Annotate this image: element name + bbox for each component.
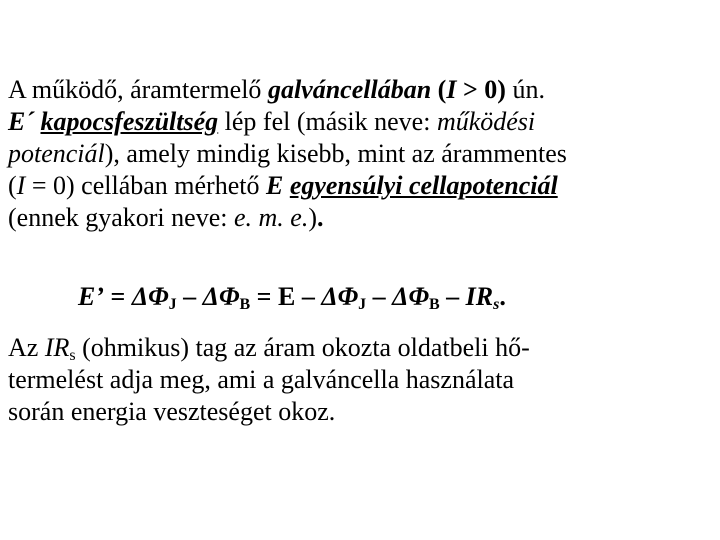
formula-symbol: IR bbox=[465, 282, 494, 311]
text-run: ( bbox=[8, 171, 17, 200]
symbol-current: I bbox=[446, 75, 457, 104]
formula-subscript: B bbox=[239, 296, 251, 313]
formula-symbol: ΔΦ bbox=[131, 282, 169, 311]
symbol-subscript: s bbox=[69, 347, 76, 364]
term-galvanic-cell: galváncellában bbox=[267, 75, 432, 104]
text-run: A működő, áramtermelő bbox=[8, 75, 268, 104]
formula-operator: – bbox=[176, 282, 203, 311]
voltage-formula bbox=[78, 281, 506, 313]
formula-symbol: ΔΦ bbox=[392, 282, 429, 311]
formula-operator: = bbox=[104, 282, 132, 311]
text-line bbox=[8, 170, 567, 202]
paragraph-cell-voltage bbox=[8, 74, 567, 234]
term-equilibrium-potential: egyensúlyi cellapotenciál bbox=[289, 171, 558, 200]
text-run: Az bbox=[8, 333, 45, 362]
formula-operator: = E – bbox=[250, 282, 322, 311]
text-line bbox=[8, 332, 530, 364]
text-run: ( bbox=[431, 75, 447, 104]
text-line bbox=[8, 106, 567, 138]
paragraph-ohmic-term bbox=[8, 332, 530, 428]
text-run: ún. bbox=[505, 75, 545, 104]
text-run: ) bbox=[308, 203, 317, 232]
formula-subscript: B bbox=[428, 296, 440, 313]
formula-operator: – bbox=[366, 282, 393, 311]
text-line: során energia veszteséget okoz. bbox=[8, 397, 336, 426]
symbol-equilibrium-potential: E bbox=[265, 171, 284, 200]
formula-subscript: J bbox=[168, 296, 177, 313]
formula-operator: . bbox=[499, 282, 506, 311]
term-emf: e. m. e. bbox=[233, 203, 309, 232]
text-run: . bbox=[317, 203, 324, 232]
text-line bbox=[8, 74, 567, 106]
text-run: (ennek gyakori neve: bbox=[8, 203, 234, 232]
formula-subscript: s bbox=[493, 296, 500, 313]
text-line bbox=[8, 138, 567, 170]
term-potential: potenciál bbox=[8, 139, 105, 168]
symbol-ohmic-drop: IR bbox=[44, 333, 70, 362]
text-run: ), amely mindig kisebb, mint az árammentes bbox=[104, 139, 567, 168]
formula-subscript: J bbox=[358, 296, 367, 313]
formula-symbol: ΔΦ bbox=[202, 282, 240, 311]
text-line bbox=[8, 202, 567, 234]
formula-operator: – bbox=[439, 282, 466, 311]
formula-symbol: E’ bbox=[78, 282, 104, 311]
text-line: termelést adja meg, ami a galváncella használata bbox=[8, 365, 515, 394]
formula-symbol: ΔΦ bbox=[321, 282, 359, 311]
symbol-current: I bbox=[16, 171, 26, 200]
symbol-terminal-voltage: E´ bbox=[8, 107, 34, 136]
text-run: > 0) bbox=[456, 75, 506, 104]
text-run: lép fel (másik neve: bbox=[218, 107, 437, 136]
term-terminal-voltage: kapocsfeszültség bbox=[40, 107, 219, 136]
text-run: (ohmikus) tag az áram okozta oldatbeli hő- bbox=[75, 333, 530, 362]
term-operating: működési bbox=[436, 107, 536, 136]
text-run: = 0) cellában mérhető bbox=[25, 171, 266, 200]
